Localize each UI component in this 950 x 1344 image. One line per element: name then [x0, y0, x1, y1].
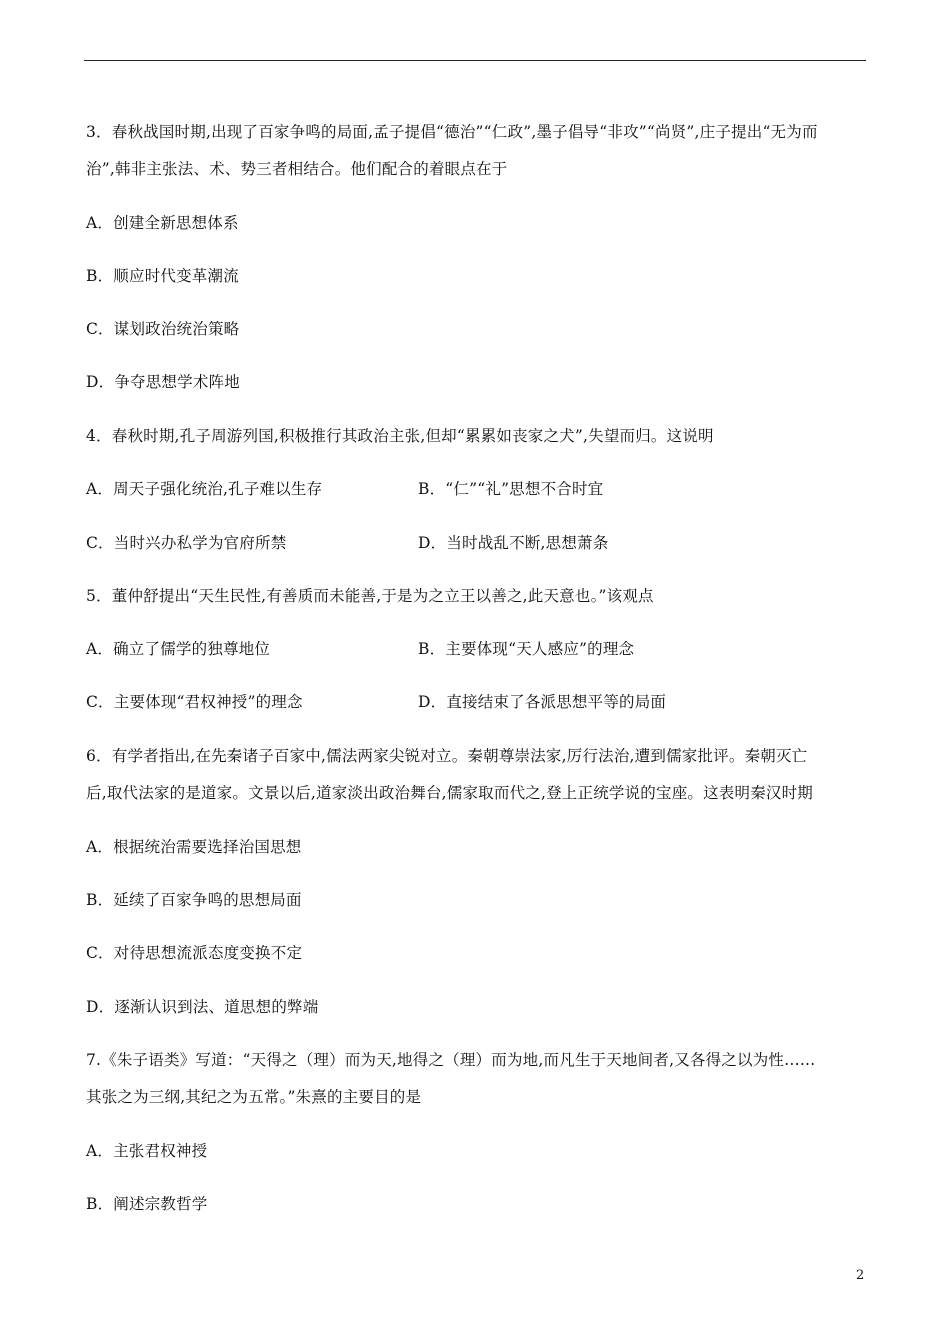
- question-5-option-d[interactable]: D．直接结束了各派思想平等的局面: [418, 693, 667, 711]
- header-rule: [84, 60, 866, 61]
- question-7-option-a[interactable]: A．主张君权神授: [86, 1142, 208, 1160]
- question-4-option-a[interactable]: A．周天子强化统治,孔子难以生存: [86, 480, 323, 498]
- question-5-option-b[interactable]: B．主要体现“天人感应”的理念: [418, 640, 635, 658]
- question-5-stem-line-1: 5．董仲舒提出“天生民性,有善质而未能善,于是为之立王以善之,此天意也。”该观点: [86, 587, 654, 605]
- page-number: 2: [856, 1268, 865, 1283]
- question-7-stem-line-2: 其张之为三纲,其纪之为五常。”朱熹的主要目的是: [86, 1088, 422, 1106]
- question-3-option-c[interactable]: C．谋划政治统治策略: [86, 320, 240, 338]
- question-4-option-b[interactable]: B．“仁”“礼”思想不合时宜: [418, 480, 604, 498]
- question-7-option-b[interactable]: B．阐述宗教哲学: [86, 1195, 208, 1213]
- question-6-option-a[interactable]: A．根据统治需要选择治国思想: [86, 838, 302, 856]
- question-5-option-a[interactable]: A．确立了儒学的独尊地位: [86, 640, 271, 658]
- question-6-option-d[interactable]: D．逐渐认识到法、道思想的弊端: [86, 998, 319, 1016]
- question-3-stem-line-2: 治”,韩非主张法、术、势三者相结合。他们配合的着眼点在于: [86, 160, 508, 178]
- question-3-option-d[interactable]: D．争夺思想学术阵地: [86, 373, 240, 391]
- question-4-stem-line-1: 4．春秋时期,孔子周游列国,积极推行其政治主张,但却“累累如丧家之犬”,失望而归。这说明: [86, 427, 714, 445]
- question-3-option-b[interactable]: B．顺应时代变革潮流: [86, 267, 239, 285]
- question-6-stem-line-2: 后,取代法家的是道家。文景以后,道家淡出政治舞台,儒家取而代之,登上正统学说的宝座。这表明秦汉时期: [86, 784, 814, 802]
- question-4-option-c[interactable]: C．当时兴办私学为官府所禁: [86, 534, 287, 552]
- question-6-stem-line-1: 6．有学者指出,在先秦诸子百家中,儒法两家尖锐对立。秦朝尊崇法家,厉行法治,遭到儒家批评。秦朝灭亡: [86, 747, 808, 765]
- question-4-option-d[interactable]: D．当时战乱不断,思想萧条: [418, 534, 609, 552]
- question-7-stem-line-1: 7.《朱子语类》写道：“天得之（理）而为天,地得之（理）而为地,而凡生于天地间者,又各得之以为性……: [86, 1051, 816, 1069]
- question-3-stem-line-1: 3．春秋战国时期,出现了百家争鸣的局面,孟子提倡“德治”“仁政”,墨子倡导“非攻”“尚贤”,庄子提出“无为而: [86, 123, 818, 141]
- question-6-option-c[interactable]: C．对待思想流派态度变换不定: [86, 944, 303, 962]
- question-3-option-a[interactable]: A．创建全新思想体系: [86, 214, 239, 232]
- question-6-option-b[interactable]: B．延续了百家争鸣的思想局面: [86, 891, 302, 909]
- question-5-option-c[interactable]: C．主要体现“君权神授”的理念: [86, 693, 303, 711]
